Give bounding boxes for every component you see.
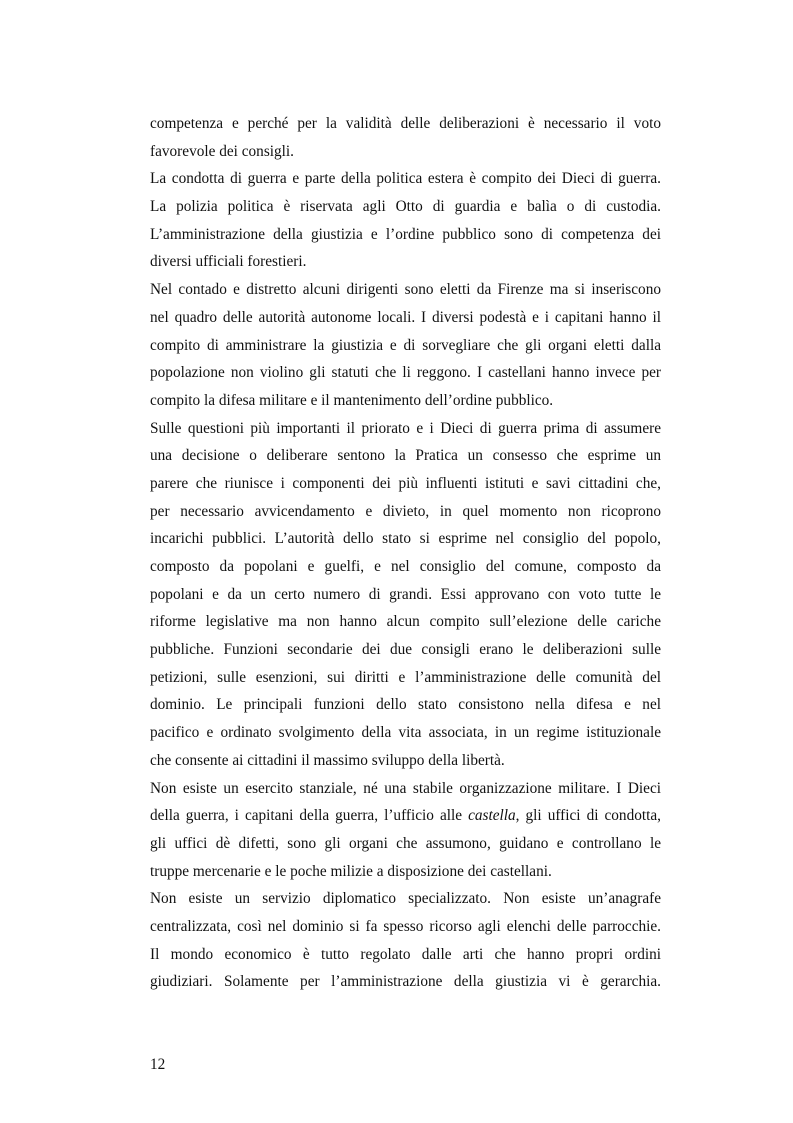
text-line: La condotta di guerra e parte della politica estera è compito dei Dieci di guerra. bbox=[150, 170, 661, 188]
text-segment: , gli uffici di condotta, bbox=[515, 807, 661, 825]
text-line: parere che riunisce i componenti dei più influenti istituti e savi cittadini che, bbox=[150, 474, 661, 492]
text-line: compito la difesa militare e il mantenimento dell’ordine pubblico. bbox=[150, 391, 554, 409]
text-line: Non esiste un esercito stanziale, né una stabile organizzazione militare. I Dieci bbox=[150, 779, 661, 797]
text-line: una decisione o deliberare sentono la Pratica un consesso che esprime un bbox=[150, 447, 661, 465]
text-line: competenza e perché per la validità delle deliberazioni è necessario il voto bbox=[150, 115, 661, 132]
text-line-with-italic bbox=[150, 802, 661, 830]
text-line: dominio. Le principali funzioni dello stato consistono nella difesa e nel bbox=[150, 696, 661, 714]
text-line: popolazione non violino gli statuti che li reggono. I castellani hanno invece per bbox=[150, 364, 661, 382]
text-line: Non esiste un servizio diplomatico specializzato. Non esiste un’anagrafe bbox=[150, 890, 661, 908]
paragraph-3 bbox=[150, 276, 661, 414]
text-line: centralizzata, così nel dominio si fa spesso ricorso agli elenchi delle parrocchie. bbox=[150, 917, 661, 935]
text-line: riforme legislative ma non hanno alcun compito sull’elezione delle cariche bbox=[150, 613, 661, 631]
paragraph-2 bbox=[150, 165, 661, 276]
text-line: Il mondo economico è tutto regolato dalle arti che hanno propri ordini bbox=[150, 945, 661, 963]
text-line: compito di amministrare la giustizia e di sorvegliare che gli organi eletti dalla bbox=[150, 336, 661, 354]
text-line: favorevole dei consigli. bbox=[150, 142, 294, 160]
text-line: petizioni, sulle esenzioni, sui diritti e l’amministrazione delle comunità del bbox=[150, 668, 661, 686]
text-line: L’amministrazione della giustizia e l’ordine pubblico sono di competenza dei bbox=[150, 225, 661, 243]
text-line: pubbliche. Funzioni secondarie dei due consigli erano le deliberazioni sulle bbox=[150, 641, 661, 659]
text-line: Sulle questioni più importanti il priorato e i Dieci di guerra prima di assumere bbox=[150, 419, 661, 437]
document-body bbox=[150, 110, 661, 996]
text-line: giudiziari. Solamente per l’amministrazione della giustizia vi è gerarchia. bbox=[150, 973, 661, 991]
text-line: composto da popolani e guelfi, e nel consiglio del comune, composto da bbox=[150, 558, 661, 575]
page-number: 12 bbox=[150, 1056, 166, 1073]
text-line: incarichi pubblici. L’autorità dello stato si esprime nel consiglio del popolo, bbox=[150, 530, 661, 548]
text-line: popolani e da un certo numero di grandi. Essi approvano con voto tutte le bbox=[150, 585, 661, 603]
text-line: gli uffici dè difetti, sono gli organi che assumono, guidano e controllano le bbox=[150, 834, 661, 852]
paragraph-5 bbox=[150, 775, 661, 886]
text-line: pacifico e ordinato svolgimento della vita associata, in un regime istituzionale bbox=[150, 724, 661, 742]
text-line: per necessario avvicendamento e divieto, in quel momento non ricoprono bbox=[150, 502, 661, 520]
text-line: La polizia politica è riservata agli Otto di guardia e balìa o di custodia. bbox=[150, 198, 661, 216]
paragraph-6 bbox=[150, 885, 661, 996]
text-line: nel quadro delle autorità autonome locali. I diversi podestà e i capitani hanno il bbox=[150, 308, 661, 326]
text-line: truppe mercenarie e le poche milizie a disposizione dei castellani. bbox=[150, 862, 552, 880]
paragraph-1 bbox=[150, 110, 661, 165]
paragraph-4 bbox=[150, 415, 661, 775]
text-segment: della guerra, i capitani della guerra, l’ufficio alle bbox=[150, 807, 469, 825]
text-line: diversi ufficiali forestieri. bbox=[150, 253, 307, 271]
text-line: Nel contado e distretto alcuni dirigenti sono eletti da Firenze ma si inseriscono bbox=[150, 281, 661, 299]
italic-term: castella bbox=[468, 807, 516, 825]
text-line: che consente ai cittadini il massimo sviluppo della libertà. bbox=[150, 751, 505, 769]
